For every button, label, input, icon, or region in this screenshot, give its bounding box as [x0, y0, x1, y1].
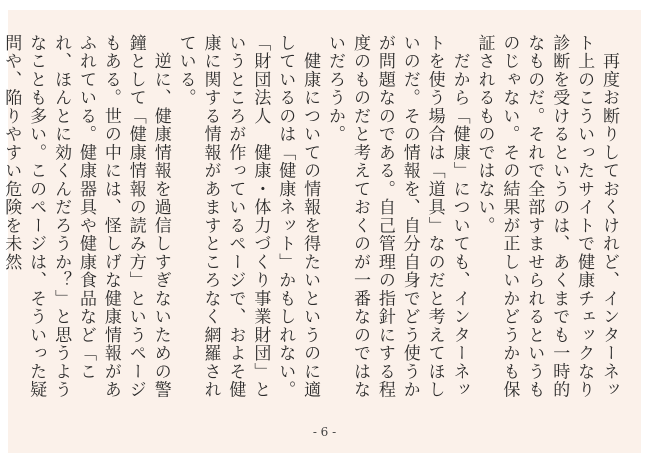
- page-number: - 6 -: [312, 425, 337, 439]
- paragraph: 「財団法人 健康・体力づくり事業財団」というところが作っているページで、およそ健康に関する情報があますところなく網羅されている。: [175, 34, 271, 399]
- paragraph: 逆に、健康情報を過信しすぎないための警鐘として「健康情報の読み方」というページもある。世の中には、怪しげな健康情報があふれている。健康器具や健康食品など「これ、ほんとに効くんだろうか？」と思うようなことも多い。このページは、そういった疑問や、陥りやすい危険を未然: [1, 34, 171, 399]
- paragraph: 再度お断りしておくけれど、インターネット上のこういったサイトで健康チェックなり診断を受けるというのは、あくまでも一時的なものだ。それで全部すませられるというものじゃない。その結果が正しいかどうかも保証されるものではない。: [474, 34, 619, 399]
- paragraph: 健康についての情報を得たいというのに適しているのは「健康ネット」かもしれない。: [275, 34, 321, 399]
- book-page: [1, 10, 641, 453]
- vertical-body-text: [0, 34, 621, 414]
- paragraph: だから「健康」についても、インターネットを使う場合は「道具」なのだと考えてほしいのだ。その情報を、自分自身でどう使うかが問題なのである。自己管理の指針にする程度のものだと考えておくのが一番なのではないだろうか。: [325, 34, 470, 399]
